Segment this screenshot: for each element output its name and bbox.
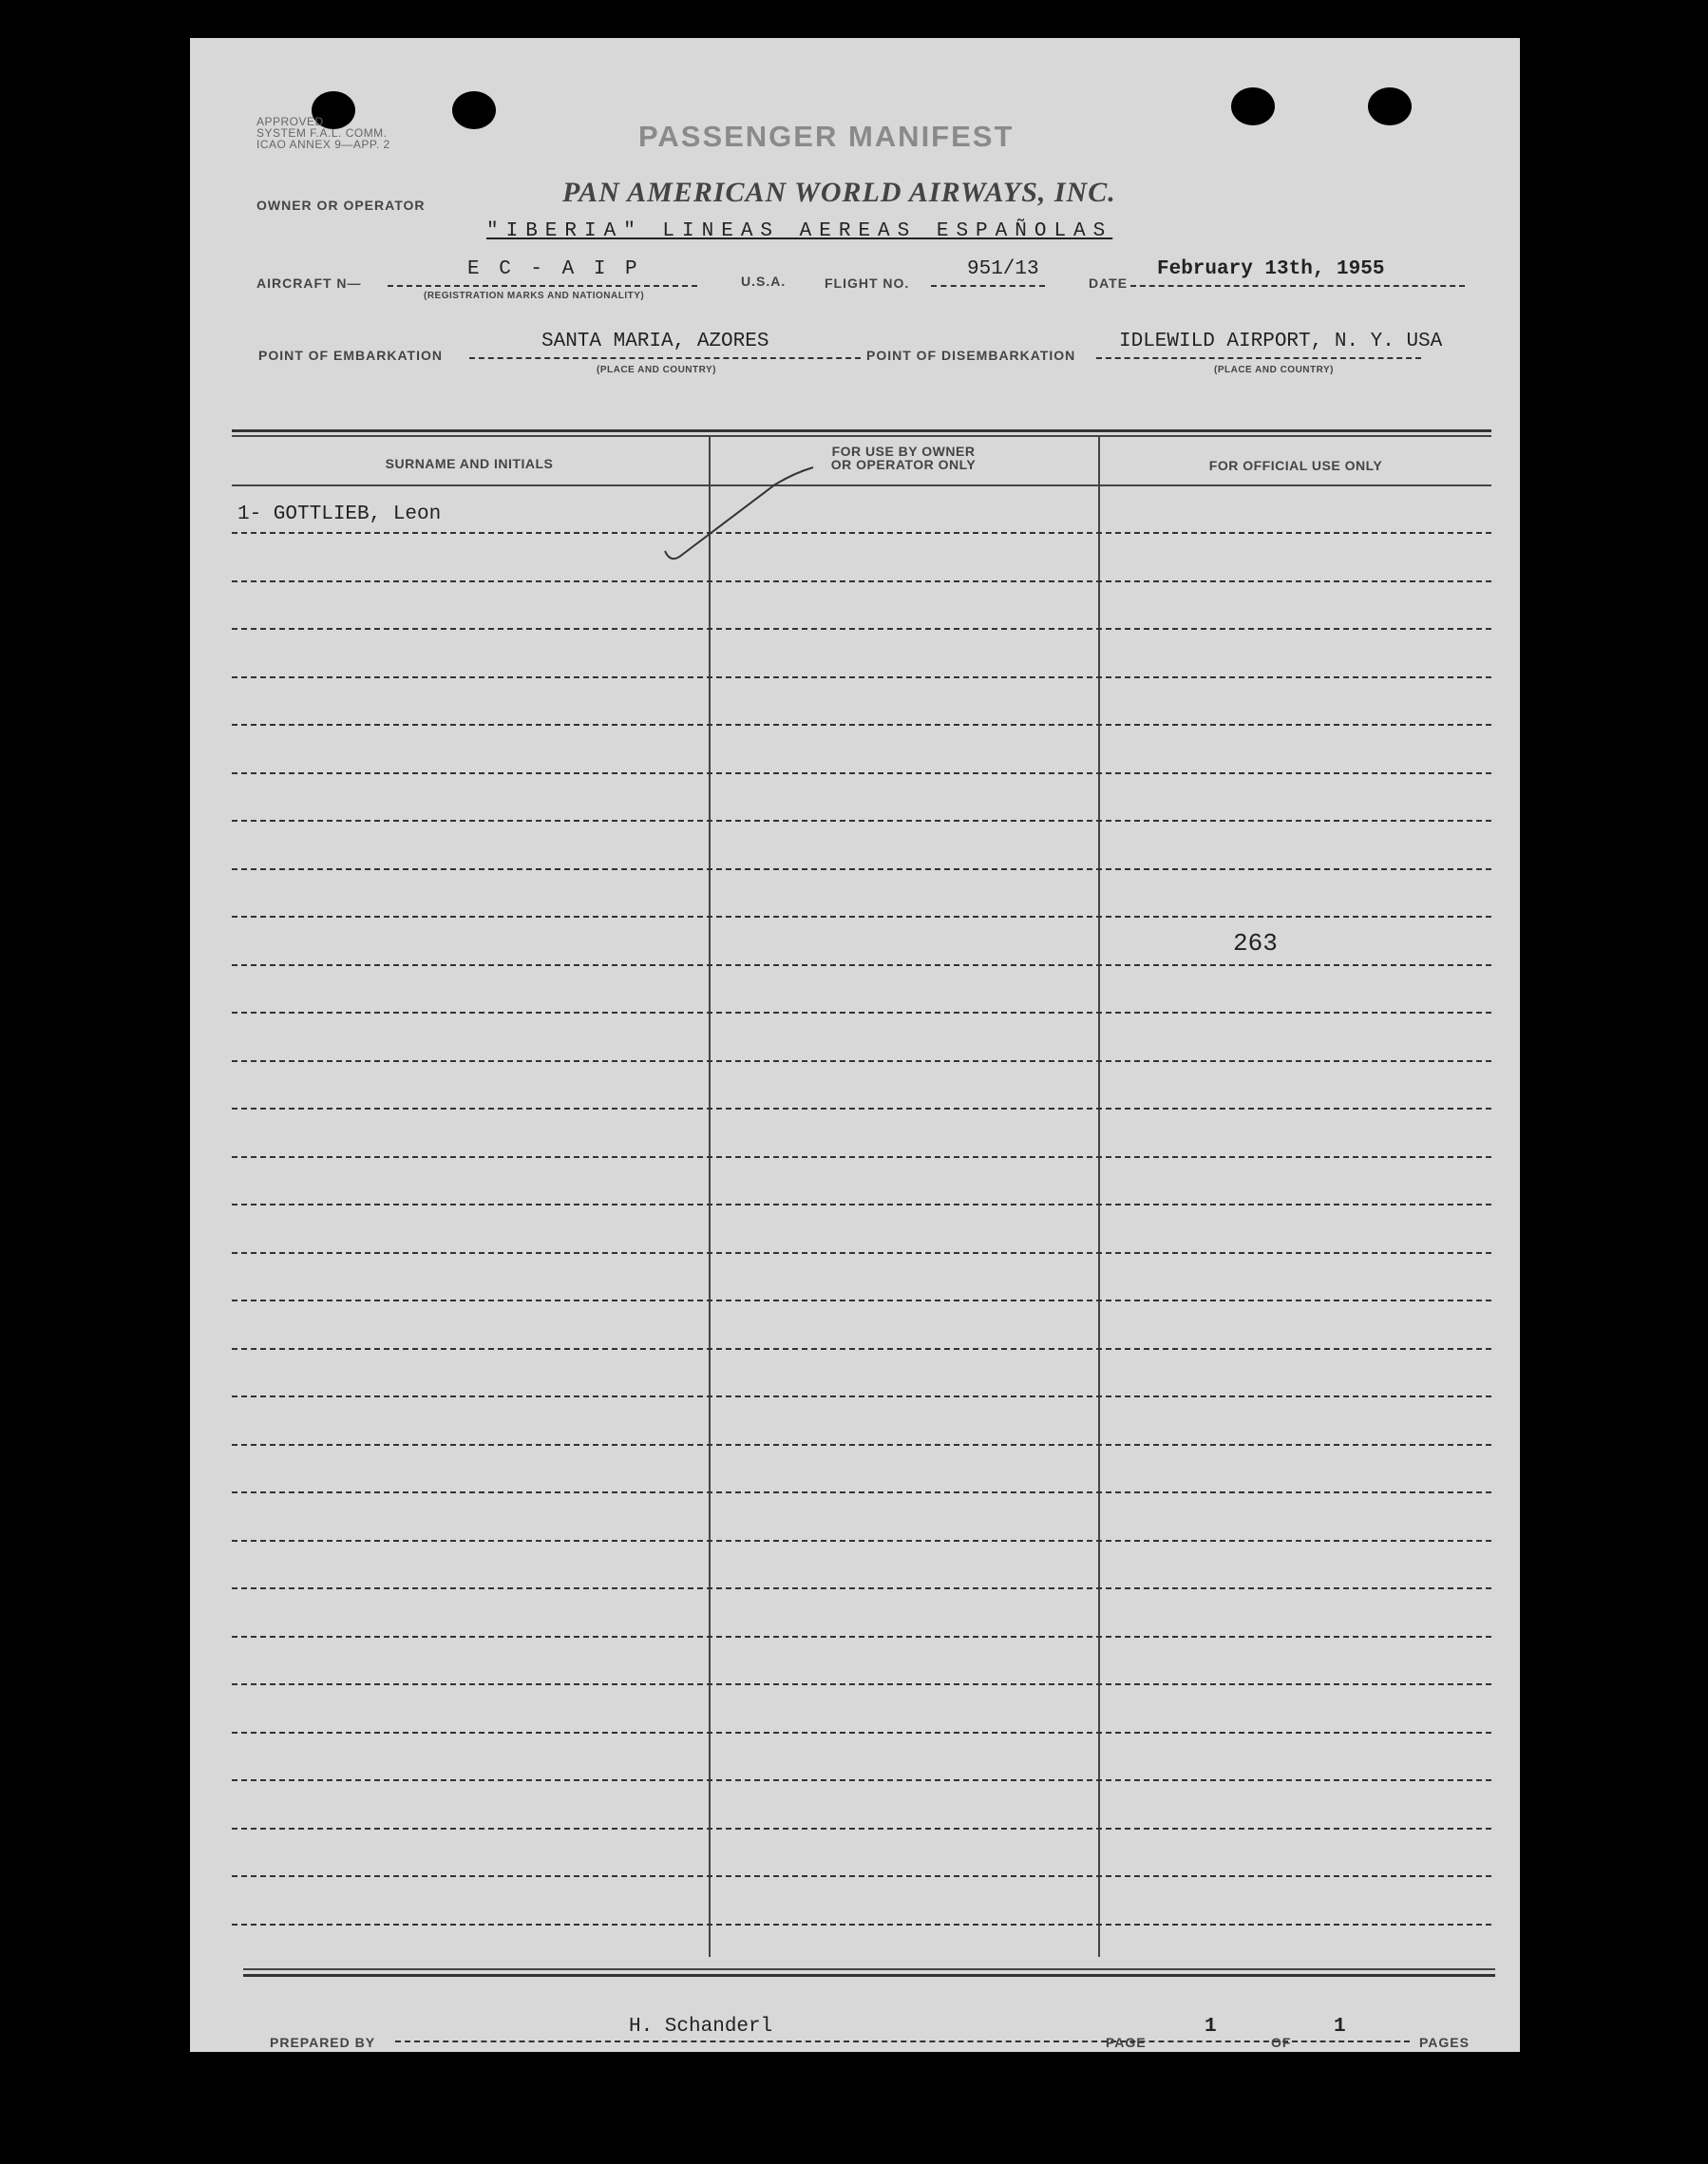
header-official-use: FOR OFFICIAL USE ONLY bbox=[1208, 458, 1383, 473]
header-surname: SURNAME AND INITIALS bbox=[385, 456, 554, 471]
table-row bbox=[232, 1636, 1491, 1638]
usa-label: U.S.A. bbox=[741, 274, 787, 289]
column-divider bbox=[1098, 437, 1100, 1957]
punch-hole bbox=[452, 91, 496, 129]
punch-hole bbox=[1368, 87, 1412, 125]
date-label: DATE bbox=[1089, 275, 1129, 291]
table-row bbox=[232, 1683, 1491, 1685]
date-value: February 13th, 1955 bbox=[1157, 258, 1385, 280]
flight-value: 951/13 bbox=[967, 258, 1039, 280]
owner-label: OWNER OR OPERATOR bbox=[256, 198, 426, 213]
pages-label: PAGES bbox=[1419, 2035, 1470, 2050]
header-owner-use: FOR USE BY OWNER OR OPERATOR ONLY bbox=[830, 444, 977, 472]
table-row bbox=[232, 1060, 1491, 1062]
table-row bbox=[232, 1012, 1491, 1014]
punch-hole bbox=[1231, 87, 1275, 125]
embarkation-value: SANTA MARIA, AZORES bbox=[541, 331, 769, 352]
table-row bbox=[232, 1828, 1491, 1830]
manifest-page bbox=[190, 38, 1520, 2052]
flight-label: FLIGHT NO. bbox=[825, 275, 910, 291]
page-label: PAGE bbox=[1106, 2035, 1147, 2050]
check-mark-icon bbox=[661, 446, 823, 570]
flight-underline bbox=[931, 285, 1045, 287]
table-row bbox=[232, 772, 1491, 774]
table-row bbox=[232, 1779, 1491, 1781]
table-row bbox=[232, 1875, 1491, 1877]
operator-name: "IBERIA" LINEAS AEREAS ESPAÑOLAS bbox=[486, 220, 1113, 242]
embarkation-label: POINT OF EMBARKATION bbox=[258, 348, 443, 363]
table-row bbox=[232, 1444, 1491, 1446]
table-row bbox=[232, 1924, 1491, 1926]
header-rule bbox=[232, 484, 1491, 486]
table-row bbox=[232, 1540, 1491, 1542]
table-row bbox=[232, 1732, 1491, 1734]
owner-stamp: PAN AMERICAN WORLD AIRWAYS, INC. bbox=[562, 177, 1116, 208]
table-row bbox=[232, 676, 1491, 678]
table-row bbox=[232, 820, 1491, 822]
table-row bbox=[232, 1156, 1491, 1158]
table-row bbox=[232, 1204, 1491, 1205]
approval-line: APPROVED bbox=[256, 115, 324, 128]
table-row bbox=[232, 724, 1491, 726]
table-row bbox=[232, 628, 1491, 630]
column-divider bbox=[709, 437, 711, 1957]
table-row bbox=[232, 1587, 1491, 1589]
passenger-entry: 1- GOTTLIEB, Leon bbox=[237, 503, 442, 525]
table-row bbox=[232, 532, 1491, 534]
table-row bbox=[232, 1252, 1491, 1254]
table-top-rule bbox=[232, 435, 1491, 437]
prepared-underline bbox=[395, 2041, 1288, 2042]
prepared-value: H. Schanderl bbox=[629, 2016, 773, 2038]
registration-caption: (REGISTRATION MARKS AND NATIONALITY) bbox=[424, 291, 645, 301]
table-row bbox=[232, 1300, 1491, 1301]
disembarkation-label: POINT OF DISEMBARKATION bbox=[866, 348, 1076, 363]
approval-line: ICAO ANNEX 9—APP. 2 bbox=[256, 138, 390, 151]
page-title: PASSENGER MANIFEST bbox=[638, 120, 1015, 153]
embarkation-underline bbox=[469, 357, 861, 359]
table-row bbox=[232, 1491, 1491, 1493]
of-label: OF bbox=[1271, 2035, 1292, 2050]
of-value: 1 bbox=[1334, 2016, 1346, 2038]
table-row bbox=[232, 1108, 1491, 1110]
official-number: 263 bbox=[1233, 929, 1278, 958]
table-row bbox=[232, 868, 1491, 870]
disembarkation-underline bbox=[1096, 357, 1421, 359]
table-row bbox=[232, 964, 1491, 966]
aircraft-value: E C - A I P bbox=[467, 258, 641, 280]
place-caption: (PLACE AND COUNTRY) bbox=[597, 365, 716, 375]
table-top-rule bbox=[232, 429, 1491, 432]
prepared-label: PREPARED BY bbox=[270, 2035, 376, 2050]
of-underline bbox=[1292, 2041, 1410, 2042]
place-caption-2: (PLACE AND COUNTRY) bbox=[1214, 365, 1334, 375]
aircraft-label: AIRCRAFT N— bbox=[256, 275, 362, 291]
approval-line: SYSTEM F.A.L. COMM. bbox=[256, 126, 388, 140]
aircraft-underline bbox=[388, 285, 697, 287]
date-underline bbox=[1130, 285, 1465, 287]
table-row bbox=[232, 916, 1491, 918]
table-bottom-rule bbox=[243, 1974, 1495, 1977]
disembarkation-value: IDLEWILD AIRPORT, N. Y. USA bbox=[1119, 331, 1443, 352]
table-row bbox=[232, 1395, 1491, 1397]
table-row bbox=[232, 1348, 1491, 1350]
table-bottom-rule bbox=[243, 1968, 1495, 1970]
table-row bbox=[232, 580, 1491, 582]
page-value: 1 bbox=[1205, 2016, 1217, 2038]
